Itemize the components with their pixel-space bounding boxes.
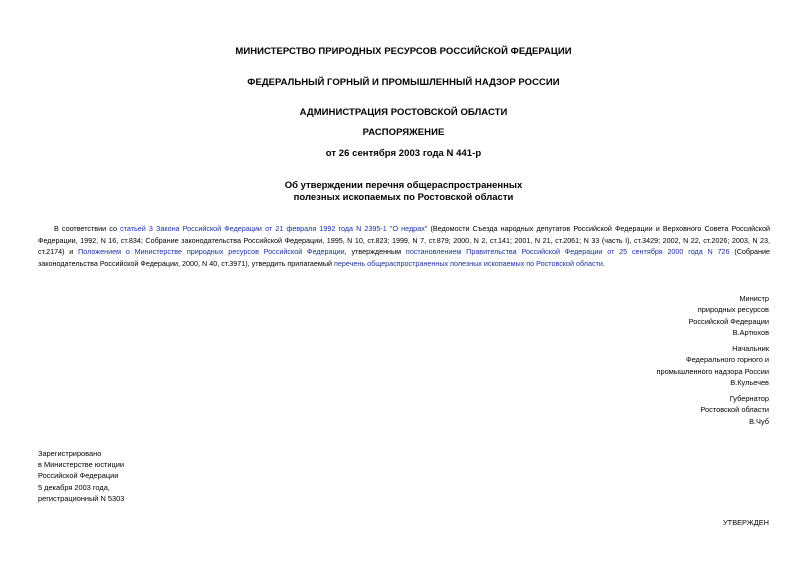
ministry-heading: МИНИСТЕРСТВО ПРИРОДНЫХ РЕСУРСОВ РОССИЙСКОЙ ФЕДЕРАЦИИ xyxy=(235,46,572,57)
signature-supervision-head xyxy=(657,343,770,388)
subject-line-2: полезных ископаемых по Ростовской области xyxy=(293,192,514,203)
document-subject xyxy=(0,180,807,204)
signature-line: промышленного надзора России xyxy=(656,366,769,376)
signature-line: Начальник xyxy=(732,344,769,353)
body-text-3: , утвержденным xyxy=(344,247,406,257)
registration-line: регистрационный N 5303 xyxy=(38,493,125,503)
signature-line: Ростовской области xyxy=(700,405,769,415)
subject-line-1: Об утверждении перечня общераспространенных xyxy=(284,180,523,191)
registration-line: Зарегистрировано xyxy=(38,449,102,458)
signature-line: Федерального горного и xyxy=(685,355,769,365)
signature-line: природных ресурсов xyxy=(697,305,769,315)
body-text-2: (Ведомости Съезда народных депутатов Российской Федерации и Верховного Совета Российской Федерации, 1992, N 16, ст.834; Собрание законодательства Российской Федерации, 1995, N 10, ст.823; 1999, N 7, ст.879; 2000, N 2, ст.141; 2001, N 21, ст.2061; N 33 (часть I), ст.3429; 2002, N 22, ст.2026; 2003, N 23, ст.2174) и xyxy=(38,224,770,257)
minerals-list-link[interactable]: перечень общераспространенных полезных ископаемых по Ростовской области xyxy=(334,258,603,268)
body-text-5: . xyxy=(602,258,605,268)
government-decree-link[interactable]: постановлением Правительства Российской Федерации от 25 сентября 2000 года N 726 xyxy=(405,247,730,257)
signature-governor xyxy=(700,393,769,427)
ministry-regulation-link[interactable]: Положением о Министерстве природных ресурсов Российской Федерации xyxy=(78,247,345,257)
registration-line: в Министерстве юстиции xyxy=(38,460,125,470)
document-type: РАСПОРЯЖЕНИЕ xyxy=(362,127,445,138)
registration-line: 5 декабря 2003 года, xyxy=(38,482,110,492)
signature-line: Губернатор xyxy=(729,394,769,403)
administration-heading: АДМИНИСТРАЦИЯ РОСТОВСКОЙ ОБЛАСТИ xyxy=(299,107,508,118)
registration-note xyxy=(38,448,124,504)
body-paragraph xyxy=(38,223,770,269)
body-text-4: (Собрание законодательства Российской Федерации, 2000, N 40, ст.3971), утвердить прилагаемый xyxy=(38,247,770,268)
signature-line: В.Кульечев xyxy=(730,377,769,387)
law-on-subsoil-link[interactable]: статьей 3 Закона Российской Федерации от 21 февраля 1992 года N 2395-1 "О недрах" xyxy=(120,224,428,233)
document-date-number: от 26 сентября 2003 года N 441-р xyxy=(325,148,482,159)
body-text-1: В соответствии со xyxy=(54,224,121,233)
approved-stamp: УТВЕРЖДЕН xyxy=(722,518,769,527)
signature-line: Министр xyxy=(739,294,769,303)
signature-line: Российской Федерации xyxy=(688,316,769,326)
signature-minister xyxy=(689,293,769,338)
registration-line: Российской Федерации xyxy=(38,471,119,481)
mining-supervision-heading: ФЕДЕРАЛЬНЫЙ ГОРНЫЙ И ПРОМЫШЛЕННЫЙ НАДЗОР РОССИИ xyxy=(247,77,560,88)
signature-line: В.Чуб xyxy=(749,416,769,426)
signature-line: В.Артюхов xyxy=(732,327,769,337)
